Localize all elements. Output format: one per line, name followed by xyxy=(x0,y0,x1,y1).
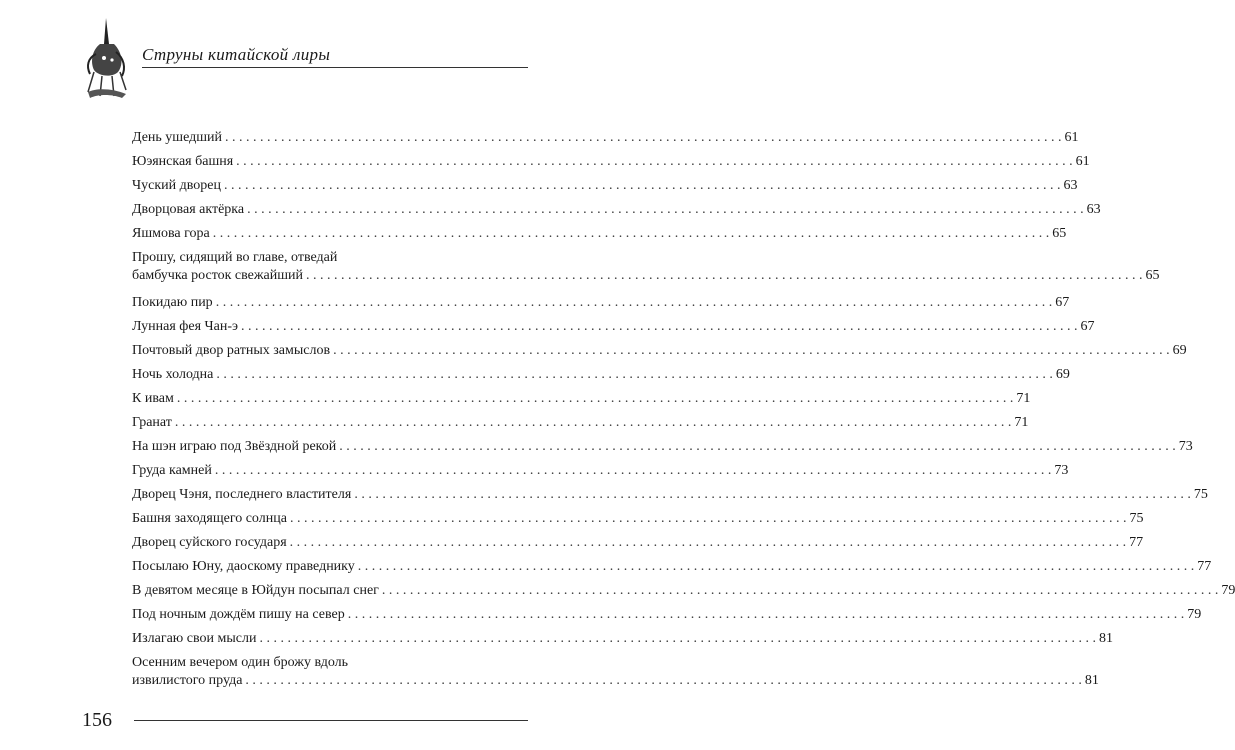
dot-leader: . . . . . . . . . . . . . . . . . . . . . . . . . . . . . . . . . . . . . . . . . . . . . . . . . . . . . . . . . . . . . . . . . . . . . . . . . . . . . . . . . . . . . . . . . . . . . . . . . . . . . . . . . . . . . . . . . . . . . . . . xyxy=(176,391,1014,406)
toc-entry-title: Дворцовая актёрка xyxy=(132,202,245,217)
toc-entry-title: Ночь холодна xyxy=(132,367,214,382)
toc-entry xyxy=(132,606,1202,630)
toc-entry-title: Юэянская башня xyxy=(132,154,234,169)
toc-entry-page: 71 xyxy=(1014,415,1029,430)
dot-leader: . . . . . . . . . . . . . . . . . . . . . . . . . . . . . . . . . . . . . . . . . . . . . . . . . . . . . . . . . . . . . . . . . . . . . . . . . . . . . . . . . . . . . . . . . . . . . . . . . . . . . . . . . . . . . . . . . . . . . . . . xyxy=(214,463,1052,478)
dot-leader: . . . . . . . . . . . . . . . . . . . . . . . . . . . . . . . . . . . . . . . . . . . . . . . . . . . . . . . . . . . . . . . . . . . . . . . . . . . . . . . . . . . . . . . . . . . . . . . . . . . . . . . . . . . . . . . . . . . . . . . . xyxy=(306,268,1143,283)
toc-entry xyxy=(132,177,1078,201)
dot-leader: . . . . . . . . . . . . . . . . . . . . . . . . . . . . . . . . . . . . . . . . . . . . . . . . . . . . . . . . . . . . . . . . . . . . . . . . . . . . . . . . . . . . . . . . . . . . . . . . . . . . . . . . . . . . . . . . . . . . . . . . xyxy=(174,415,1012,430)
toc-entry xyxy=(132,558,1212,582)
dot-leader: . . . . . . . . . . . . . . . . . . . . . . . . . . . . . . . . . . . . . . . . . . . . . . . . . . . . . . . . . . . . . . . . . . . . . . . . . . . . . . . . . . . . . . . . . . . . . . . . . . . . . . . . . . . . . . . . . . . . . . . . xyxy=(236,154,1073,169)
toc-entry xyxy=(132,249,1160,294)
toc-entry-page: 67 xyxy=(1080,319,1095,334)
toc-entry-page: 77 xyxy=(1129,535,1144,550)
toc-entry-title: На шэн играю под Звёздной рекой xyxy=(132,439,337,454)
toc-entry-page: 69 xyxy=(1172,343,1187,358)
toc-entry xyxy=(132,201,1101,225)
header-rule xyxy=(142,67,528,68)
toc-entry-page: 79 xyxy=(1221,583,1235,598)
dot-leader: . . . . . . . . . . . . . . . . . . . . . . . . . . . . . . . . . . . . . . . . . . . . . . . . . . . . . . . . . . . . . . . . . . . . . . . . . . . . . . . . . . . . . . . . . . . . . . . . . . . . . . . . . . . . . . . . . . . . . . . . xyxy=(212,226,1050,241)
toc-entry-page: 81 xyxy=(1098,631,1113,646)
toc-entry-title-line2: извилистого пруда xyxy=(132,673,243,688)
dot-leader: . . . . . . . . . . . . . . . . . . . . . . . . . . . . . . . . . . . . . . . . . . . . . . . . . . . . . . . . . . . . . . . . . . . . . . . . . . . . . . . . . . . . . . . . . . . . . . . . . . . . . . . . . . . . . . . . . . . . . . . . xyxy=(347,607,1185,622)
toc-entry-page: 73 xyxy=(1054,463,1069,478)
toc-entry-title: Почтовый двор ратных замыслов xyxy=(132,343,331,358)
footer-rule xyxy=(134,720,528,721)
toc-entry xyxy=(132,414,1029,438)
toc-entry-title: Под ночным дождём пишу на север xyxy=(132,607,345,622)
dot-leader: . . . . . . . . . . . . . . . . . . . . . . . . . . . . . . . . . . . . . . . . . . . . . . . . . . . . . . . . . . . . . . . . . . . . . . . . . . . . . . . . . . . . . . . . . . . . . . . . . . . . . . . . . . . . . . . . . . . . . . . . xyxy=(357,559,1195,574)
toc-entry-title: В девятом месяце в Юйдун посыпал снег xyxy=(132,583,379,598)
toc-entry-page: 77 xyxy=(1197,559,1212,574)
dot-leader: . . . . . . . . . . . . . . . . . . . . . . . . . . . . . . . . . . . . . . . . . . . . . . . . . . . . . . . . . . . . . . . . . . . . . . . . . . . . . . . . . . . . . . . . . . . . . . . . . . . . . . . . . . . . . . . . . . . . . . . . xyxy=(245,673,1082,688)
toc-entry-page: 73 xyxy=(1178,439,1193,454)
dot-leader: . . . . . . . . . . . . . . . . . . . . . . . . . . . . . . . . . . . . . . . . . . . . . . . . . . . . . . . . . . . . . . . . . . . . . . . . . . . . . . . . . . . . . . . . . . . . . . . . . . . . . . . . . . . . . . . . . . . . . . . . xyxy=(333,343,1170,358)
page-number: 156 xyxy=(82,709,112,731)
toc-entry-page: 67 xyxy=(1055,295,1070,310)
toc-entry xyxy=(132,510,1144,534)
toc-entry xyxy=(132,129,1079,153)
toc-entry-page: 81 xyxy=(1084,673,1099,688)
dot-leader: . . . . . . . . . . . . . . . . . . . . . . . . . . . . . . . . . . . . . . . . . . . . . . . . . . . . . . . . . . . . . . . . . . . . . . . . . . . . . . . . . . . . . . . . . . . . . . . . . . . . . . . . . . . . . . . . . . . . . . . . xyxy=(216,367,1053,382)
toc-entry-title: К ивам xyxy=(132,391,174,406)
toc-entry-title: Излагаю свои мысли xyxy=(132,631,257,646)
toc-entry-title: День ушедший xyxy=(132,130,223,145)
toc-entry-page: 75 xyxy=(1193,487,1208,502)
toc-entry xyxy=(132,582,1235,606)
dot-leader: . . . . . . . . . . . . . . . . . . . . . . . . . . . . . . . . . . . . . . . . . . . . . . . . . . . . . . . . . . . . . . . . . . . . . . . . . . . . . . . . . . . . . . . . . . . . . . . . . . . . . . . . . . . . . . . . . . . . . . . . xyxy=(240,319,1078,334)
toc-entry-title: Яшмова гора xyxy=(132,226,210,241)
dot-leader: . . . . . . . . . . . . . . . . . . . . . . . . . . . . . . . . . . . . . . . . . . . . . . . . . . . . . . . . . . . . . . . . . . . . . . . . . . . . . . . . . . . . . . . . . . . . . . . . . . . . . . . . . . . . . . . . . . . . . . . . xyxy=(247,202,1084,217)
toc-entry xyxy=(132,342,1187,366)
toc-entry-title: Чуский дворец xyxy=(132,178,221,193)
dot-leader: . . . . . . . . . . . . . . . . . . . . . . . . . . . . . . . . . . . . . . . . . . . . . . . . . . . . . . . . . . . . . . . . . . . . . . . . . . . . . . . . . . . . . . . . . . . . . . . . . . . . . . . . . . . . . . . . . . . . . . . . xyxy=(259,631,1096,646)
toc-entry-title: Лунная фея Чан-э xyxy=(132,319,238,334)
toc-entry-page: 75 xyxy=(1129,511,1144,526)
toc-entry xyxy=(132,438,1193,462)
toc-entry xyxy=(132,318,1095,342)
toc-entry xyxy=(132,225,1067,249)
dot-leader: . . . . . . . . . . . . . . . . . . . . . . . . . . . . . . . . . . . . . . . . . . . . . . . . . . . . . . . . . . . . . . . . . . . . . . . . . . . . . . . . . . . . . . . . . . . . . . . . . . . . . . . . . . . . . . . . . . . . . . . . xyxy=(225,130,1062,145)
toc-entry-page: 65 xyxy=(1052,226,1067,241)
dot-leader: . . . . . . . . . . . . . . . . . . . . . . . . . . . . . . . . . . . . . . . . . . . . . . . . . . . . . . . . . . . . . . . . . . . . . . . . . . . . . . . . . . . . . . . . . . . . . . . . . . . . . . . . . . . . . . . . . . . . . . . . xyxy=(223,178,1061,193)
toc-entry-title-line1: Прошу, сидящий во главе, отведай xyxy=(132,250,338,265)
toc-entry xyxy=(132,366,1070,390)
toc-entry-page: 79 xyxy=(1187,607,1202,622)
toc-entry-title: Груда камней xyxy=(132,463,212,478)
dot-leader: . . . . . . . . . . . . . . . . . . . . . . . . . . . . . . . . . . . . . . . . . . . . . . . . . . . . . . . . . . . . . . . . . . . . . . . . . . . . . . . . . . . . . . . . . . . . . . . . . . . . . . . . . . . . . . . . . . . . . . . . xyxy=(381,583,1219,598)
toc-entry-page: 61 xyxy=(1064,130,1079,145)
toc-entry-page: 71 xyxy=(1016,391,1031,406)
toc-entry xyxy=(132,294,1070,318)
toc-entry-title: Покидаю пир xyxy=(132,295,213,310)
dot-leader: . . . . . . . . . . . . . . . . . . . . . . . . . . . . . . . . . . . . . . . . . . . . . . . . . . . . . . . . . . . . . . . . . . . . . . . . . . . . . . . . . . . . . . . . . . . . . . . . . . . . . . . . . . . . . . . . . . . . . . . . xyxy=(339,439,1176,454)
toc-entry xyxy=(132,630,1113,654)
toc-entry-title: Посылаю Юну, даоскому праведнику xyxy=(132,559,355,574)
table-of-contents xyxy=(132,129,1235,699)
toc-entry-title: Дворец Чэня, последнего властителя xyxy=(132,487,352,502)
dot-leader: . . . . . . . . . . . . . . . . . . . . . . . . . . . . . . . . . . . . . . . . . . . . . . . . . . . . . . . . . . . . . . . . . . . . . . . . . . . . . . . . . . . . . . . . . . . . . . . . . . . . . . . . . . . . . . . . . . . . . . . . xyxy=(215,295,1053,310)
dot-leader: . . . . . . . . . . . . . . . . . . . . . . . . . . . . . . . . . . . . . . . . . . . . . . . . . . . . . . . . . . . . . . . . . . . . . . . . . . . . . . . . . . . . . . . . . . . . . . . . . . . . . . . . . . . . . . . . . . . . . . . . xyxy=(289,535,1127,550)
toc-entry-page: 61 xyxy=(1075,154,1090,169)
toc-entry xyxy=(132,390,1031,414)
toc-entry-page: 63 xyxy=(1086,202,1101,217)
toc-entry-title: Гранат xyxy=(132,415,172,430)
toc-entry xyxy=(132,486,1208,510)
toc-entry-title: Башня заходящего солнца xyxy=(132,511,287,526)
toc-entry-page: 69 xyxy=(1055,367,1070,382)
dot-leader: . . . . . . . . . . . . . . . . . . . . . . . . . . . . . . . . . . . . . . . . . . . . . . . . . . . . . . . . . . . . . . . . . . . . . . . . . . . . . . . . . . . . . . . . . . . . . . . . . . . . . . . . . . . . . . . . . . . . . . . . xyxy=(289,511,1127,526)
toc-entry-title-line1: Осенним вечером один брожу вдоль xyxy=(132,655,349,670)
dot-leader: . . . . . . . . . . . . . . . . . . . . . . . . . . . . . . . . . . . . . . . . . . . . . . . . . . . . . . . . . . . . . . . . . . . . . . . . . . . . . . . . . . . . . . . . . . . . . . . . . . . . . . . . . . . . . . . . . . . . . . . . xyxy=(354,487,1191,502)
toc-entry xyxy=(132,153,1090,177)
toc-entry-page: 63 xyxy=(1063,178,1078,193)
toc-entry xyxy=(132,534,1144,558)
toc-entry xyxy=(132,654,1099,699)
toc-entry xyxy=(132,462,1069,486)
toc-entry-page: 65 xyxy=(1145,268,1160,283)
running-title: Струны китайской лиры xyxy=(142,45,331,64)
toc-entry-title: Дворец суйского государя xyxy=(132,535,287,550)
ink-drawing-icon xyxy=(82,14,130,102)
toc-entry-title-line2: бамбучка росток свежайший xyxy=(132,268,304,283)
